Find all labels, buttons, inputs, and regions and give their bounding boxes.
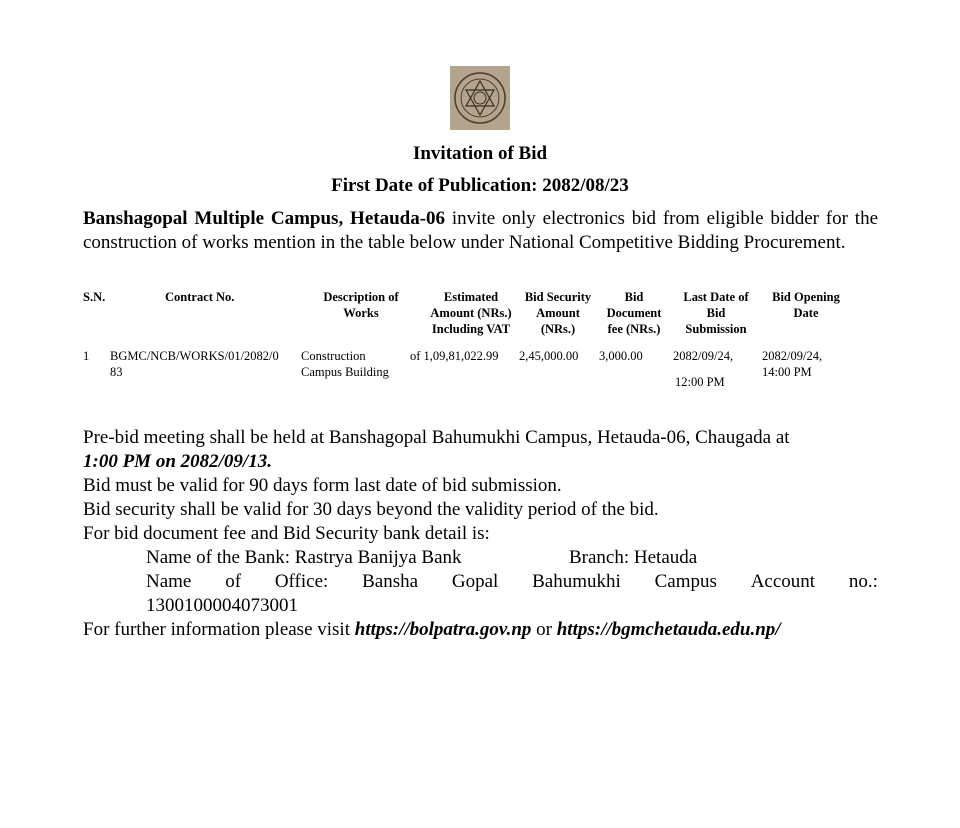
col-header-estimated: Estimated Amount (NRs.) Including VAT — [430, 290, 512, 336]
col-header-doc-fee: Bid Document fee (NRs.) — [606, 290, 662, 336]
bank-detail-intro: For bid document fee and Bid Security bank detail is: — [83, 523, 490, 544]
prebid-text: Pre-bid meeting shall be held at Banshagopal Bahumukhi Campus, Hetauda-06, Chaugada at — [83, 427, 790, 448]
bid-validity: Bid must be valid for 90 days form last date of bid submission. — [83, 475, 562, 496]
intro-paragraph — [83, 207, 878, 255]
bank-name: Name of the Bank: Rastrya Banijya Bank — [146, 547, 462, 568]
col-header-sn: S.N. — [83, 290, 106, 304]
office-name-line: Name of Office: Bansha Gopal Bahumukhi Campus Account no.: — [146, 571, 878, 592]
security-validity: Bid security shall be valid for 30 days beyond the validity period of the bid. — [83, 499, 659, 520]
cell-contract-no: BGMC/NCB/WORKS/01/2082/0 83 — [110, 349, 279, 379]
cell-doc-fee: 3,000.00 — [599, 349, 643, 363]
intro-text: invite only electronics bid from eligible bidder for the construction of works mention in the table below under National Competitive Bidding Procurement. — [83, 208, 878, 253]
cell-sn: 1 — [83, 349, 90, 363]
cell-description: Construction Campus Building — [301, 349, 389, 379]
col-header-last-date: Last Date of Bid Submission — [683, 290, 749, 336]
bank-branch: Branch: Hetauda — [569, 547, 698, 568]
seal-emblem-icon — [453, 69, 507, 127]
account-number: 1300100004073001 — [146, 595, 298, 616]
col-header-security: Bid Security Amount (NRs.) — [524, 290, 592, 336]
organization-name: Banshagopal Multiple Campus, Hetauda-06 — [83, 208, 446, 229]
campus-seal-logo — [450, 66, 510, 130]
publication-date: First Date of Publication: 2082/08/23 — [331, 175, 629, 196]
cell-last-time: 12:00 PM — [675, 375, 725, 389]
cell-estimated-amount: of 1,09,81,022.99 — [410, 349, 499, 363]
col-header-opening-date: Bid Opening Date — [772, 290, 840, 320]
col-header-contract: Contract No. — [165, 290, 235, 304]
cell-open-date: 2082/09/24, 14:00 PM — [762, 349, 823, 379]
campus-website-link[interactable]: https://bgmchetauda.edu.np/ — [556, 619, 781, 640]
prebid-paragraph — [83, 426, 878, 474]
cell-security-amount: 2,45,000.00 — [519, 349, 579, 363]
further-info: For further information please visit https://bolpatra.gov.np or https://bgmchetauda.edu.np/ — [83, 619, 781, 640]
document-title: Invitation of Bid — [412, 143, 548, 164]
prebid-time: 1:00 PM on 2082/09/13. — [83, 451, 272, 472]
cell-last-date: 2082/09/24, — [673, 349, 734, 363]
col-header-description: Description of Works — [323, 290, 399, 320]
bolpatra-link[interactable]: https://bolpatra.gov.np — [354, 619, 532, 640]
